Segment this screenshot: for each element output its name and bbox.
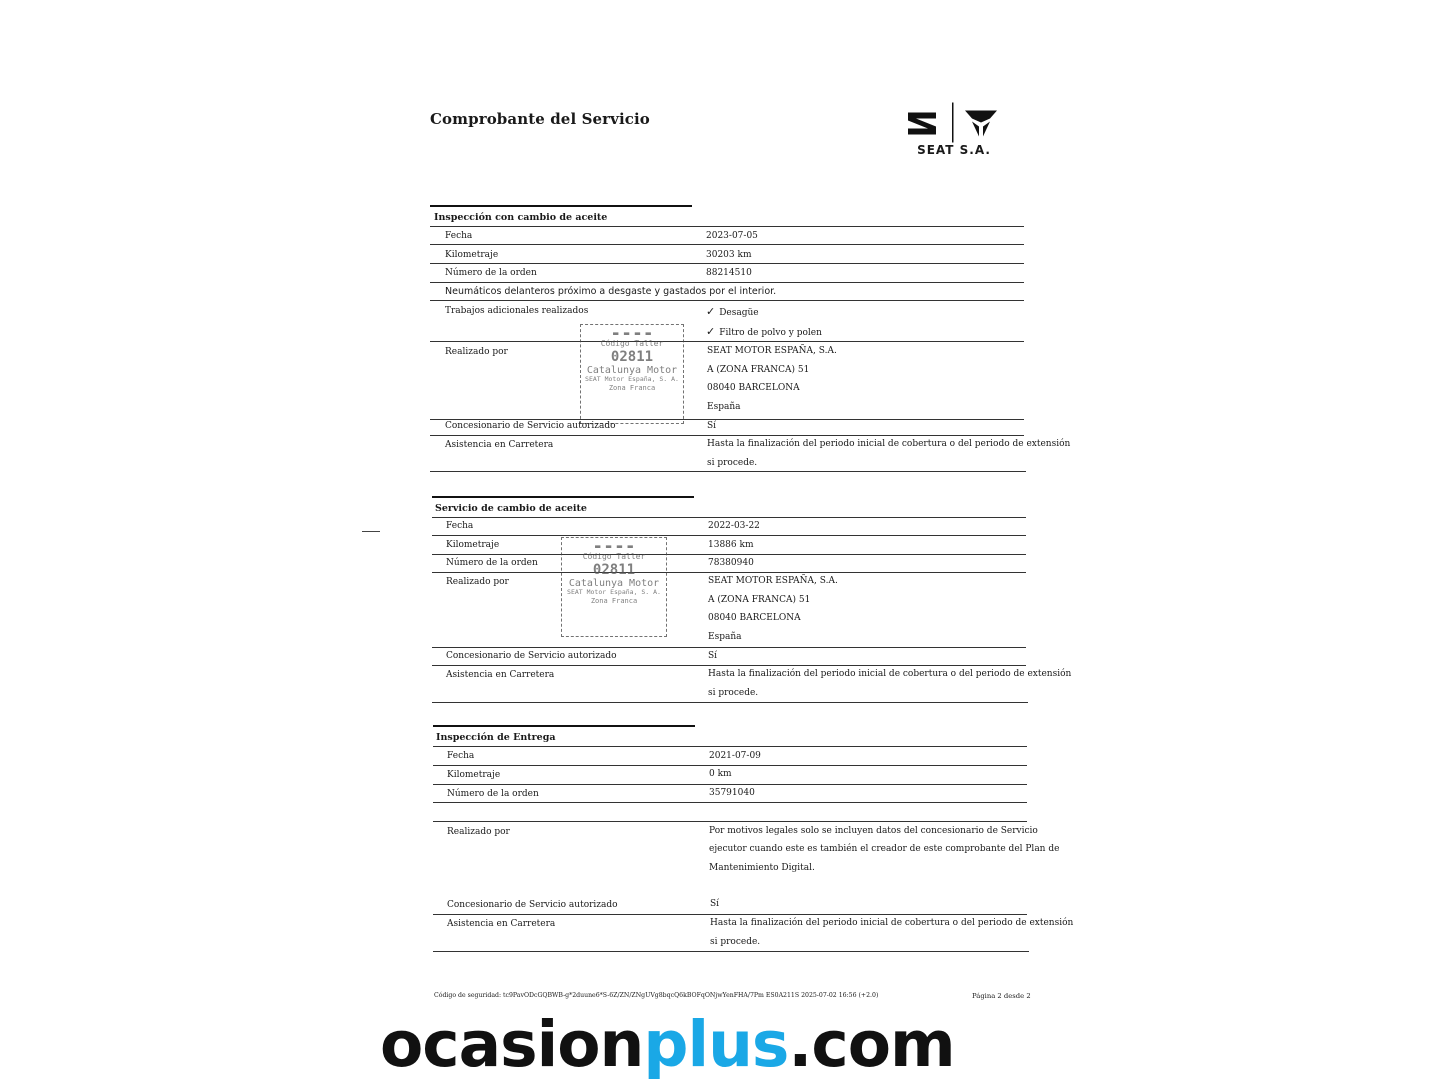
address-line: A (ZONA FRANCA) 51 xyxy=(708,595,811,605)
row-value: 13886 km xyxy=(708,540,754,550)
assist-line: Hasta la finalización del periodo inicial de cobertura o del periodo de extensión xyxy=(710,918,1074,928)
performed-label: Realizado por xyxy=(446,577,509,587)
additional-item: ✓ Filtro de polvo y polen xyxy=(706,325,822,338)
assist-line: si procede. xyxy=(708,688,759,698)
dealer-value: Sí xyxy=(710,899,720,909)
assist-label: Asistencia en Carretera xyxy=(446,670,555,680)
row-value: 30203 km xyxy=(706,250,752,260)
scan-mark xyxy=(362,531,380,532)
section-bar xyxy=(433,725,695,727)
legal-line: ejecutor cuando este es también el creador de este comprobante del Plan de xyxy=(709,844,1060,854)
workshop-stamp: ▬ ▬ ▬ ▬ Código Taller 02811 Catalunya Motor SEAT Motor España, S. A. Zona Franca xyxy=(580,324,684,424)
address-line: SEAT MOTOR ESPAÑA, S.A. xyxy=(708,576,838,586)
row-value: 2023-07-05 xyxy=(706,231,758,241)
page-number: Página 2 desde 2 xyxy=(972,992,1031,1000)
dealer-label: Concesionario de Servicio autorizado xyxy=(447,900,618,910)
row-label: Fecha xyxy=(447,751,475,761)
address-line: A (ZONA FRANCA) 51 xyxy=(707,365,810,375)
section-bar xyxy=(432,496,694,498)
logo-divider xyxy=(952,103,954,143)
check-icon: ✓ xyxy=(706,305,716,318)
dealer-label: Concesionario de Servicio autorizado xyxy=(446,651,617,661)
service-note: Neumáticos delanteros próximo a desgaste y gastados por el interior. xyxy=(445,286,777,297)
address-line: SEAT MOTOR ESPAÑA, S.A. xyxy=(707,346,837,356)
row-label: Kilometraje xyxy=(447,770,501,780)
cupra-logo-icon xyxy=(965,111,997,137)
page-title: Comprobante del Servicio xyxy=(430,110,650,128)
row-value: 78380940 xyxy=(708,558,754,568)
row-label: Kilometraje xyxy=(445,250,499,260)
row-value: 0 km xyxy=(709,769,732,779)
assist-label: Asistencia en Carretera xyxy=(445,440,554,450)
section-title: Inspección con cambio de aceite xyxy=(434,212,608,223)
assist-label: Asistencia en Carretera xyxy=(447,919,556,929)
performed-label: Realizado por xyxy=(447,827,510,837)
legal-line: Mantenimiento Digital. xyxy=(709,863,815,873)
seat-logo-icon xyxy=(908,113,936,135)
assist-line: Hasta la finalización del periodo inicial de cobertura o del periodo de extensión xyxy=(707,439,1071,449)
security-code: Código de seguridad: tc9PavODcGQBWB-g*2duune6*S-6Z/ZN/ZNgUVg8bqcQ6kBOFqONjwYenFHA/7Pm ES0A211S 2025-07-02 16:56 (+2.0) xyxy=(434,992,879,999)
row-label: Número de la orden xyxy=(447,789,539,799)
row-label: Fecha xyxy=(446,521,474,531)
assist-line: Hasta la finalización del periodo inicial de cobertura o del periodo de extensión xyxy=(708,669,1072,679)
address-line: 08040 BARCELONA xyxy=(708,613,801,623)
brand-name: SEAT S.A. xyxy=(917,143,991,157)
address-line: España xyxy=(708,632,742,642)
performed-label: Realizado por xyxy=(445,347,508,357)
section-title: Servicio de cambio de aceite xyxy=(435,503,587,514)
dealer-label: Concesionario de Servicio autorizado xyxy=(445,421,616,431)
additional-works-label: Trabajos adicionales realizados xyxy=(445,306,589,316)
section-title: Inspección de Entrega xyxy=(436,732,556,743)
assist-line: si procede. xyxy=(707,458,758,468)
check-icon: ✓ xyxy=(706,325,716,338)
dealer-value: Sí xyxy=(708,651,718,661)
address-line: 08040 BARCELONA xyxy=(707,383,800,393)
row-value: 2021-07-09 xyxy=(709,751,761,761)
dealer-value: Sí xyxy=(707,421,717,431)
section-bar xyxy=(430,205,692,207)
row-label: Fecha xyxy=(445,231,473,241)
workshop-stamp: ▬ ▬ ▬ ▬ Código Taller 02811 Catalunya Motor SEAT Motor España, S. A. Zona Franca xyxy=(561,537,667,637)
row-value: 88214510 xyxy=(706,268,752,278)
assist-line: si procede. xyxy=(710,937,761,947)
legal-line: Por motivos legales solo se incluyen datos del concesionario de Servicio xyxy=(709,826,1038,836)
row-label: Número de la orden xyxy=(445,268,537,278)
row-label: Número de la orden xyxy=(446,558,538,568)
ocasionplus-watermark: ocasionplus.com xyxy=(380,1008,955,1081)
row-label: Kilometraje xyxy=(446,540,500,550)
additional-item: ✓ Desagüe xyxy=(706,305,759,318)
row-value: 35791040 xyxy=(709,788,755,798)
address-line: España xyxy=(707,402,741,412)
row-value: 2022-03-22 xyxy=(708,521,760,531)
